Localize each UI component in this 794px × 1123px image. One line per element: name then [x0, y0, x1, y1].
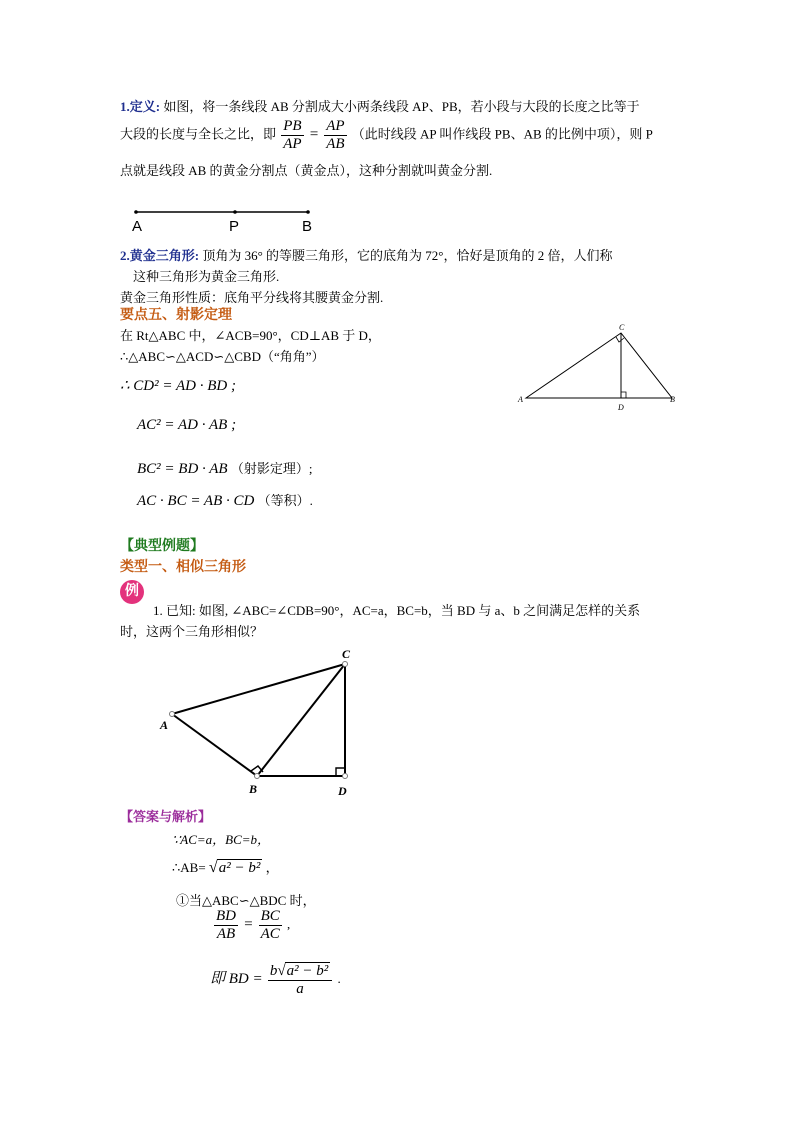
golden-triangle-line2: 这种三角形为黄金三角形.	[133, 269, 280, 284]
fig-label-b: B	[249, 782, 258, 796]
section5-title: 要点五、射影定理	[120, 308, 232, 323]
section5-eq3-note: （射影定理）;	[230, 461, 313, 476]
frac-num: AP	[326, 118, 345, 134]
fig-label-c: C	[619, 323, 625, 332]
section5-eq4: AC · BC = AB · CD	[137, 493, 255, 509]
fraction-pb-ap	[281, 118, 303, 153]
sqrt-symbol: √	[208, 859, 218, 876]
fraction-ap-ab	[324, 118, 346, 153]
answer-line3: ①当△ABC∽△BDC 时，	[176, 893, 316, 908]
right-angle-d	[621, 392, 626, 398]
answer-l5-pre: 即 BD =	[210, 970, 263, 987]
answer-header: 【答案与解析】	[120, 809, 212, 824]
example-badge: 例	[120, 580, 144, 604]
definition-line1	[120, 96, 640, 115]
section5-eq4-line	[137, 490, 313, 510]
fig-label-b: B	[670, 395, 675, 404]
fig-label-a: A	[518, 395, 523, 404]
answer-l2-post: ，	[265, 860, 279, 875]
label-b: B	[302, 218, 313, 235]
fig-label-a: A	[160, 718, 169, 732]
point-b	[306, 210, 310, 214]
golden-triangle-property: 黄金三角形性质：底角平分线将其腰黄金分割.	[120, 290, 384, 305]
section5-given: 在 Rt△ABC 中，∠ACB=90°，CD⊥AB 于 D，	[120, 328, 381, 343]
question-line2: 时，这两个三角形相似？	[120, 624, 264, 639]
point-b	[255, 774, 260, 779]
answer-ratio	[212, 908, 290, 943]
answer-line1: ∵AC=a，BC=b，	[172, 832, 271, 847]
sqrt-symbol: √	[277, 963, 286, 979]
definition-text2b: （此时线段 AP 叫作线段 PB、AB 的比例中项），则 P	[351, 126, 653, 142]
segment-ac	[172, 664, 345, 714]
frac-den: a	[296, 981, 304, 997]
fraction-bd-result	[268, 962, 332, 998]
triangle-abc	[526, 333, 672, 398]
frac-den: AB	[216, 926, 236, 942]
definition-label: 1.定义:	[120, 99, 161, 114]
fraction-bc-ac	[259, 908, 282, 943]
fig-label-c: C	[342, 647, 351, 661]
answer-l2-pre: ∴AB=	[172, 860, 206, 875]
frac-num: BD	[216, 908, 236, 924]
fraction-bd-ab	[214, 908, 238, 943]
section5-eq1: ∴ CD² = AD · BD ;	[120, 378, 236, 394]
right-angle-c	[616, 337, 624, 342]
examples-header: 【典型例题】	[120, 539, 204, 554]
definition-text1: 如图，将一条线段 AB 分割成大小两条线段 AP、PB，若小段与大段的长度之比等于	[163, 99, 640, 114]
point-a	[170, 712, 175, 717]
segment-ab	[172, 714, 257, 776]
example-figure	[150, 645, 370, 805]
segment-figure	[128, 204, 328, 236]
num-b: b	[269, 963, 278, 979]
section5-similar: ∴△ABC∽△ACD∽△CBD（“角角”）	[120, 349, 325, 364]
sqrt-radicand: a² − b²	[286, 963, 329, 979]
definition-text2: 大段的长度与全长之比，即	[120, 126, 277, 142]
frac-num: BC	[260, 908, 280, 924]
projection-theorem-figure	[515, 320, 685, 415]
answer-line2	[172, 857, 279, 877]
point-c	[343, 662, 348, 667]
frac-den: AB	[326, 136, 345, 152]
golden-triangle-line1	[120, 245, 613, 264]
point-d	[343, 774, 348, 779]
answer-line5	[210, 962, 341, 998]
section5-eq2: AC² = AD · AB ;	[137, 417, 237, 433]
fig-label-d: D	[618, 403, 624, 412]
equals-sign: =	[243, 916, 254, 933]
section5-eq3: BC² = BD · AB	[137, 461, 228, 477]
frac-den: AP	[283, 136, 302, 152]
golden-triangle-label: 2.黄金三角形:	[120, 248, 200, 263]
type1-title: 类型一、相似三角形	[120, 560, 246, 575]
section5-eq3-line	[137, 458, 312, 478]
golden-triangle-text1: 顶角为 36° 的等腰三角形，它的底角为 72°，恰好是顶角的 2 倍，人们称	[202, 248, 613, 263]
answer-l5-post: .	[337, 970, 341, 986]
section5-eq4-note: （等积）.	[257, 493, 313, 508]
definition-line2	[120, 118, 653, 153]
equals-sign: =	[308, 126, 319, 143]
definition-line3: 点就是线段 AB 的黄金分割点（黄金点），这种分割就叫黄金分割.	[120, 163, 493, 178]
fig-label-d: D	[338, 784, 347, 798]
frac-num	[268, 962, 332, 981]
point-p	[233, 210, 237, 214]
label-p: P	[229, 218, 240, 235]
point-a	[134, 210, 138, 214]
label-a: A	[132, 218, 143, 235]
question-line1: 1. 已知: 如图, ∠ABC=∠CDB=90°，AC=a，BC=b，当 BD 与 a、b 之间满足怎样的关系	[153, 603, 641, 618]
frac-den: AC	[260, 926, 280, 942]
segment-bc	[257, 664, 345, 776]
frac-num: PB	[283, 118, 302, 134]
sqrt-radicand: a² − b²	[218, 860, 261, 876]
answer-ratio-post: ,	[287, 916, 291, 932]
